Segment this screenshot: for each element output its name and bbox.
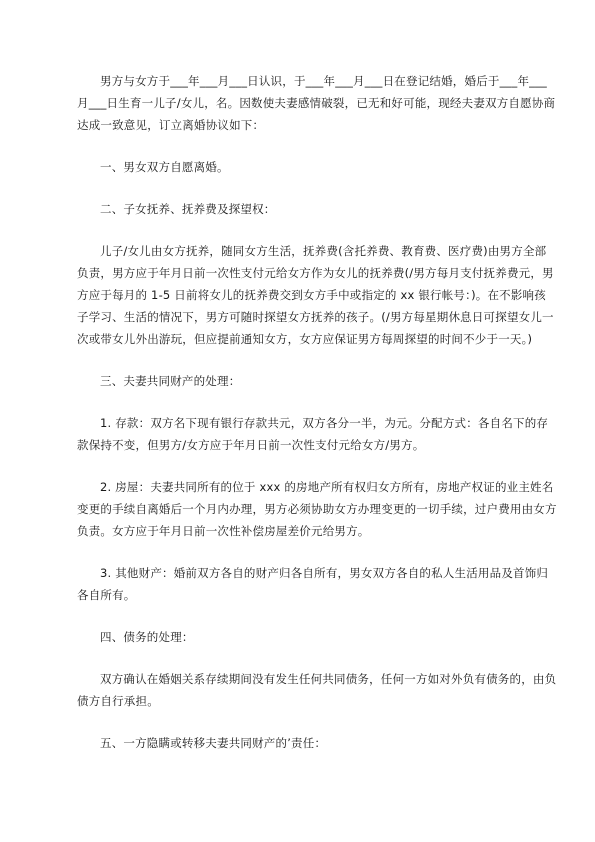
- spacer: [77, 648, 557, 668]
- section-4-body: 双方确认在婚姻关系存续期间没有发生任何共同债务，任何一方如对外负有债务的，由负债方自行承担。: [77, 672, 557, 708]
- spacer: [77, 178, 557, 198]
- section-3-title: 三、夫妻共同财产的处理：: [100, 374, 241, 388]
- section-5-title: 五、一方隐瞒或转移夫妻共同财产的’责任：: [100, 736, 327, 750]
- section-2-body: 儿子/女儿由女方抚养，随同女方生活，抚养费(含托养费、教育费、医疗费)由男方全部负责，男方应于年月日前一次性支付元给女方作为女儿的抚养费(/男方每月支付抚养费元，男方应于每月的 1-5 日前将女儿的抚养费交到女方手中或指定的 xx 银行帐号：)。在不影响孩子学习、生活的情况下，男方可随时探望女方抚养的孩子。(/男方每星期休息日可探望女儿一次或带女儿外出游玩，但应提前通知女方，女方应保证男方每周探望的时间不少于一天。): [77, 244, 554, 346]
- spacer: [77, 542, 557, 562]
- spacer: [77, 712, 557, 732]
- spacer: [77, 456, 557, 476]
- spacer: [77, 220, 557, 240]
- section-4-title: 四、债务的处理：: [100, 630, 194, 644]
- section-3-item-house: 2. 房屋：夫妻共同所有的位于 xxx 的房地产所有权归女方所有，房地产权证的业主姓名变更的手续自离婚后一个月内办理，男方必须协助女方办理变更的一切手续，过户费用由女方负责。女方应于年月日前一次性补偿房屋差价元给男方。: [77, 480, 557, 538]
- spacer: [77, 392, 557, 412]
- section-2-title: 二、子女抚养、抚养费及探望权：: [100, 202, 276, 216]
- section-3-item-deposits: 1. 存款：双方名下现有银行存款共元，双方各分一半，为元。分配方式：各自名下的存款保持不变，但男方/女方应于年月日前一次性支付元给女方/男方。: [77, 416, 549, 452]
- spacer: [77, 136, 557, 156]
- spacer: [77, 606, 557, 626]
- section-3-item-other: 3. 其他财产：婚前双方各自的财产归各自所有，男女双方各自的私人生活用品及首饰归各自所有。: [77, 566, 549, 602]
- intro-paragraph: 男方与女方于___年___月___日认识，于___年___月___日在登记结婚，婚后于___年___月___日生育一儿子/女儿，名。因数使夫妻感情破裂，已无和好可能，现经夫妻双方自愿协商达成一致意见，订立离婚协议如下：: [77, 74, 556, 132]
- section-1-title: 一、男女双方自愿离婚。: [100, 160, 229, 174]
- agreement-body: [77, 70, 557, 754]
- spacer: [77, 350, 557, 370]
